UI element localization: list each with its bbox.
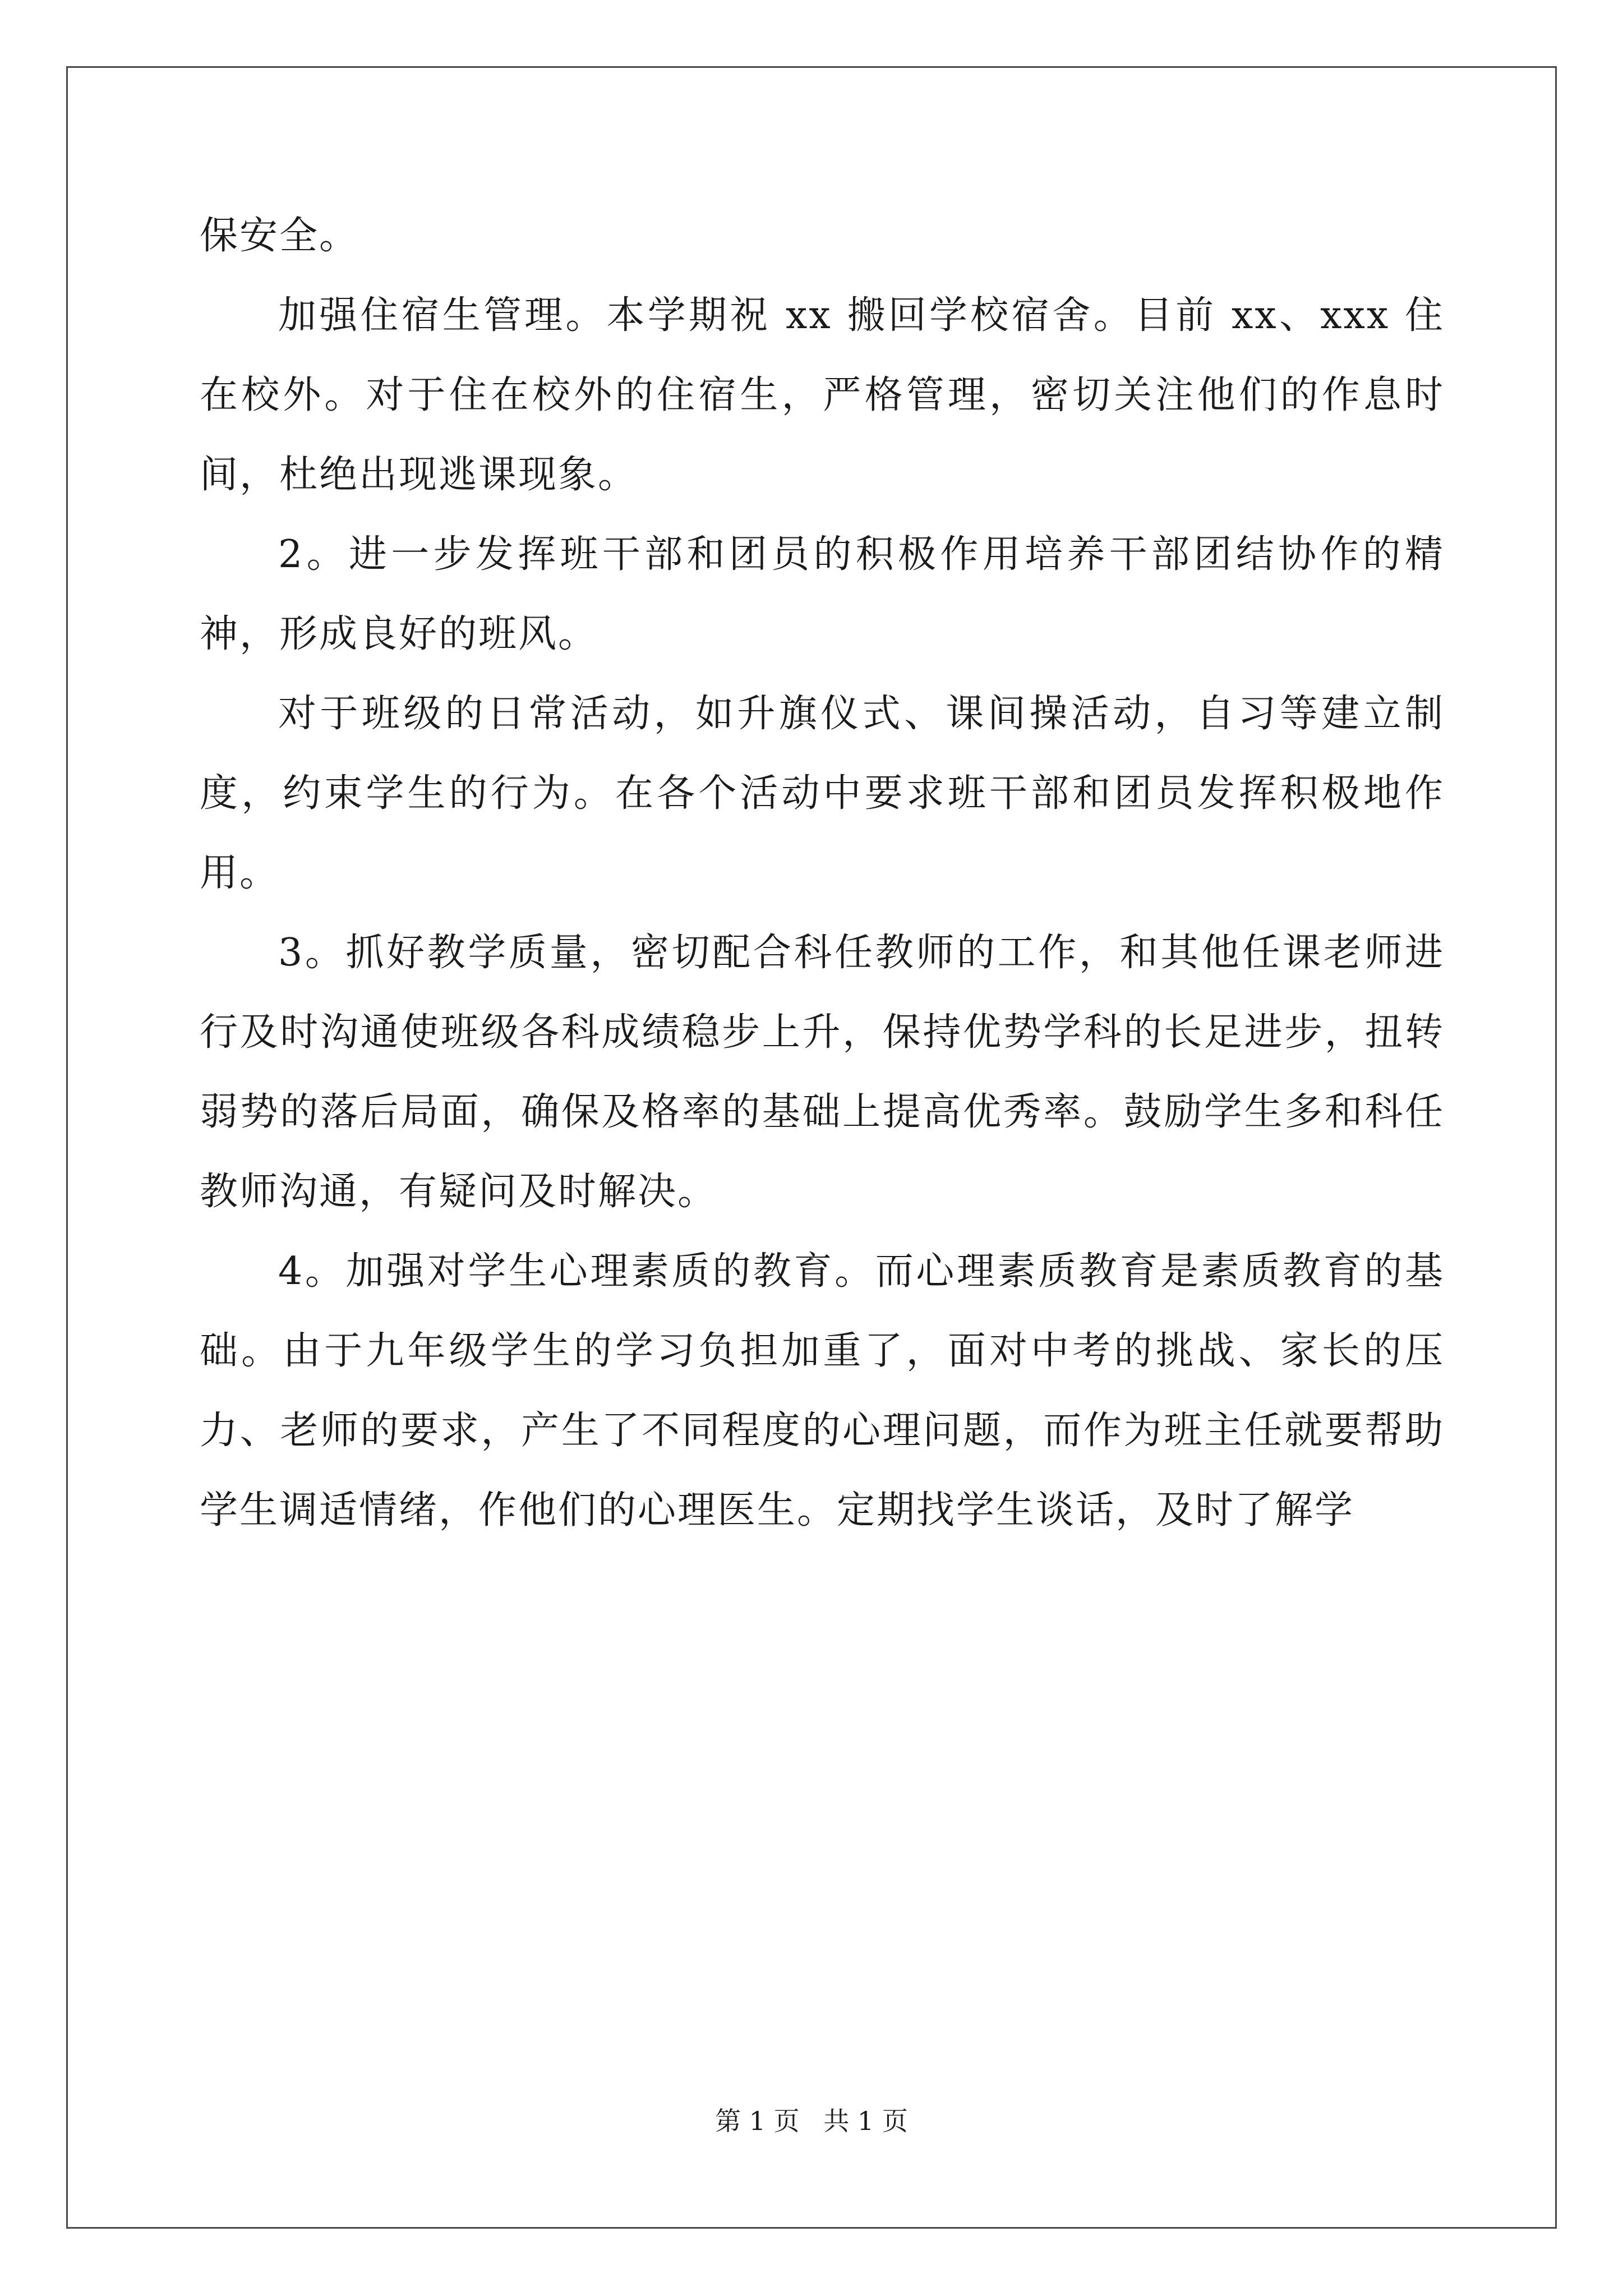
- paragraph-item-4: 4。加强对学生心理素质的教育。而心理素质教育是素质教育的基础。由于九年级学生的学习负担加重了，面对中考的挑战、家长的压力、老师的要求，产生了不同程度的心理问题，而作为班主任就要帮助学生调适情绪，作他们的心理医生。定期找学生谈话，及时了解学: [200, 1249, 1445, 1533]
- paragraph-daily-activities: 对于班级的日常活动，如升旗仪式、课间操活动，自习等建立制度，约束学生的行为。在各个活动中要求班干部和团员发挥积极地作用。: [200, 692, 1445, 895]
- document-body: [200, 196, 1445, 1550]
- paragraph-item-3: 3。抓好教学质量，密切配合科任教师的工作，和其他任课老师进行及时沟通使班级各科成绩稳步上升，保持优势学科的长足进步，扭转弱势的落后局面，确保及格率的基础上提高优秀率。鼓励学生多和科任教师沟通，有疑问及时解决。: [200, 931, 1445, 1214]
- page-footer: [0, 2101, 1623, 2138]
- paragraph-item-2: 2。进一步发挥班干部和团员的积极作用培养干部团结协作的精神，形成良好的班风。: [200, 532, 1445, 656]
- paragraph-boarding-management: 加强住宿生管理。本学期祝 xx 搬回学校宿舍。目前 xx、xxx 住在校外。对于住在校外的住宿生，严格管理，密切关注他们的作息时间，杜绝出现逃课现象。: [200, 293, 1445, 497]
- paragraph-continuation: 保安全。: [200, 214, 359, 258]
- page-total: 共 1 页: [823, 2106, 908, 2136]
- page-number: 第 1 页: [715, 2106, 800, 2136]
